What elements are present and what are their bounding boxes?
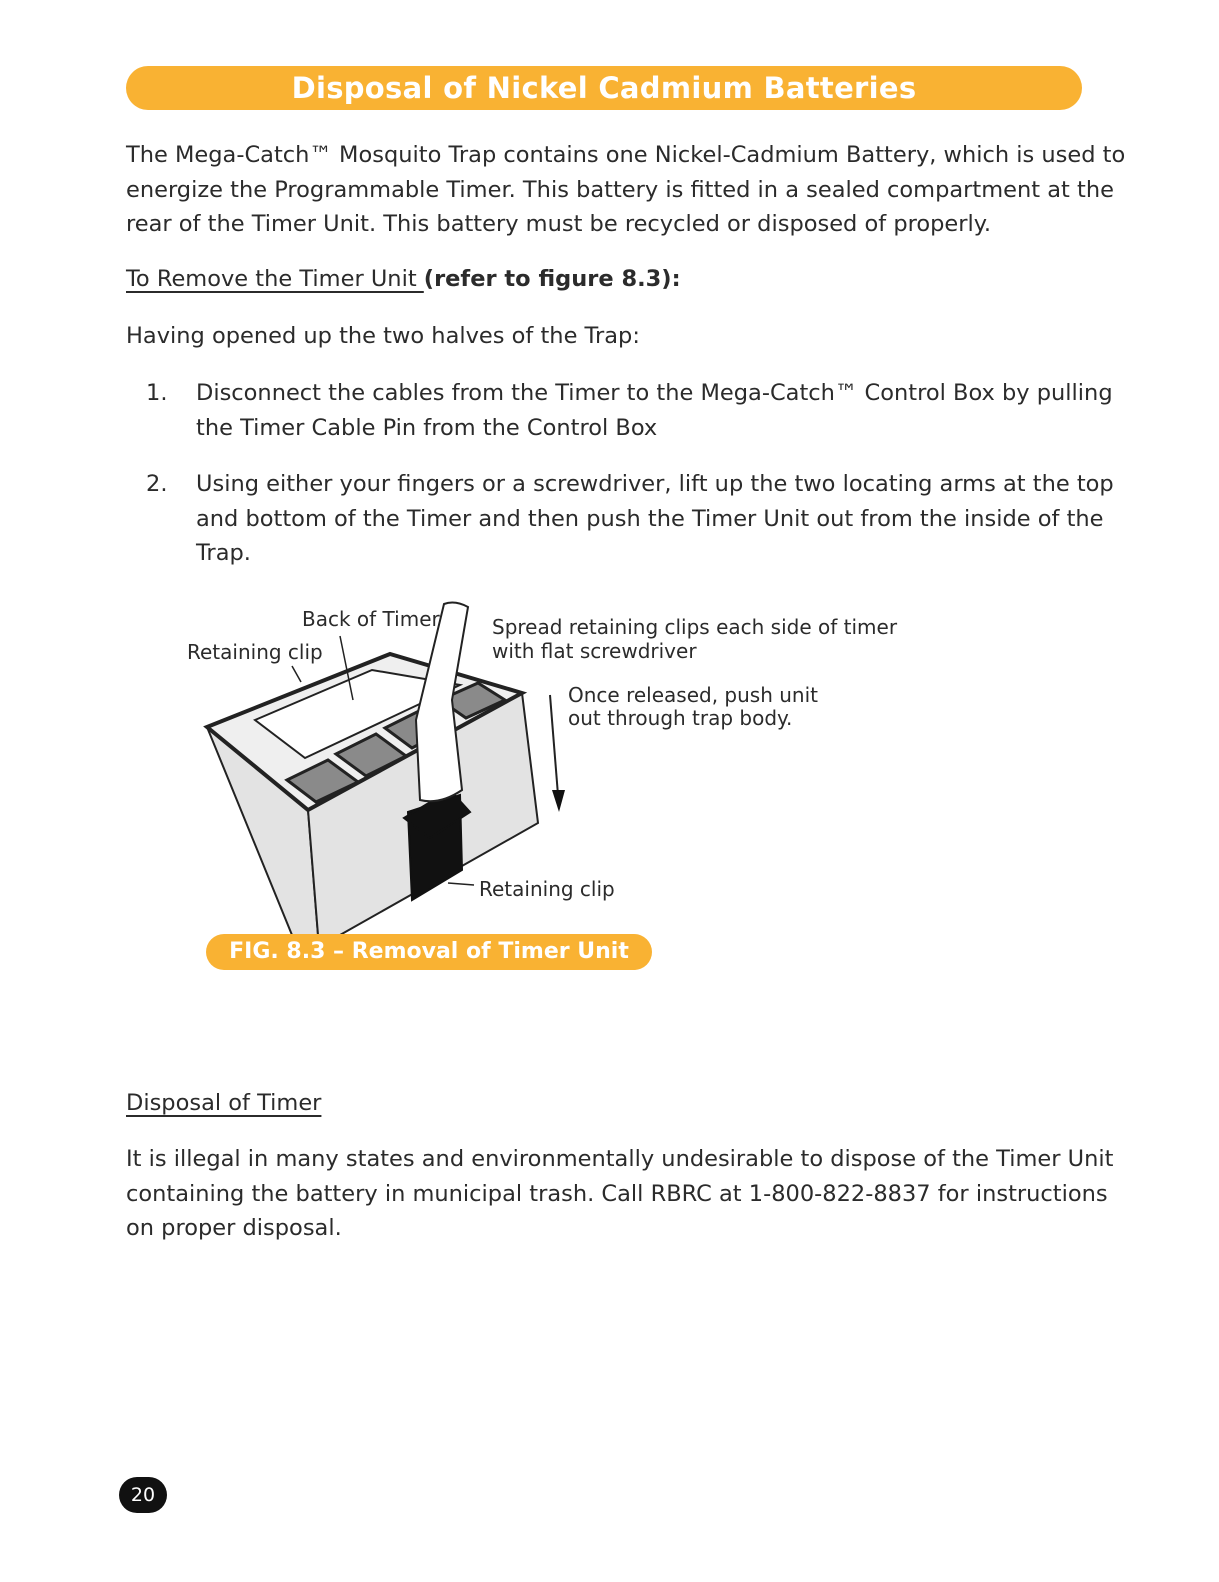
figure-caption-text: FIG. 8.3 – Removal of Timer Unit (229, 939, 629, 964)
page-number: 20 (130, 1484, 156, 1506)
remove-timer-lead: Having opened up the two halves of the Trap: (126, 323, 640, 349)
push-arrow-head (552, 790, 565, 812)
section-title: Disposal of Nickel Cadmium Batteries (291, 71, 917, 105)
label-back-of-timer: Back of Timer (302, 607, 440, 631)
leader-line (292, 666, 301, 682)
remove-timer-heading-underlined: To Remove the Timer Unit (126, 266, 424, 292)
disposal-heading (126, 1088, 321, 1118)
disposal-heading-text: Disposal of Timer (126, 1090, 322, 1116)
step-number: 2. (146, 471, 168, 497)
label-spread-clips-line2: with flat screwdriver (492, 639, 697, 663)
label-push-unit-line1: Once released, push unit (568, 683, 818, 707)
label-retaining-clip-top: Retaining clip (187, 640, 323, 664)
figure-caption (206, 934, 652, 970)
label-push-unit-line2: out through trap body. (568, 706, 793, 730)
page-number-badge (119, 1477, 167, 1513)
label-retaining-clip-bottom: Retaining clip (479, 877, 615, 901)
remove-timer-heading-reference: (refer to figure 8.3): (423, 266, 681, 292)
intro-paragraph: The Mega-Catch™ Mosquito Trap contains one Nickel-Cadmium Battery, which is used to energize the Programmable Timer. This battery is fitted in a sealed compartment at the rear of the Timer Unit. This battery must be recycled or disposed of properly. (126, 142, 1126, 237)
disposal-paragraph: It is illegal in many states and environmentally undesirable to dispose of the Timer Unit containing the battery in municipal trash. Call RBRC at 1-800-822-8837 for instructions on proper disposal. (126, 1146, 1114, 1241)
push-arrow-shaft (550, 695, 558, 795)
leader-line (448, 883, 474, 885)
step-number: 1. (146, 380, 168, 406)
label-spread-clips-line1: Spread retaining clips each side of timer (492, 615, 898, 639)
step-text: Using either your fingers or a screwdriver, lift up the two locating arms at the top and bottom of the Timer and then push the Timer Unit out from the inside of the Trap. (196, 471, 1114, 566)
step-text: Disconnect the cables from the Timer to the Mega-Catch™ Control Box by pulling the Timer Cable Pin from the Control Box (196, 380, 1113, 441)
